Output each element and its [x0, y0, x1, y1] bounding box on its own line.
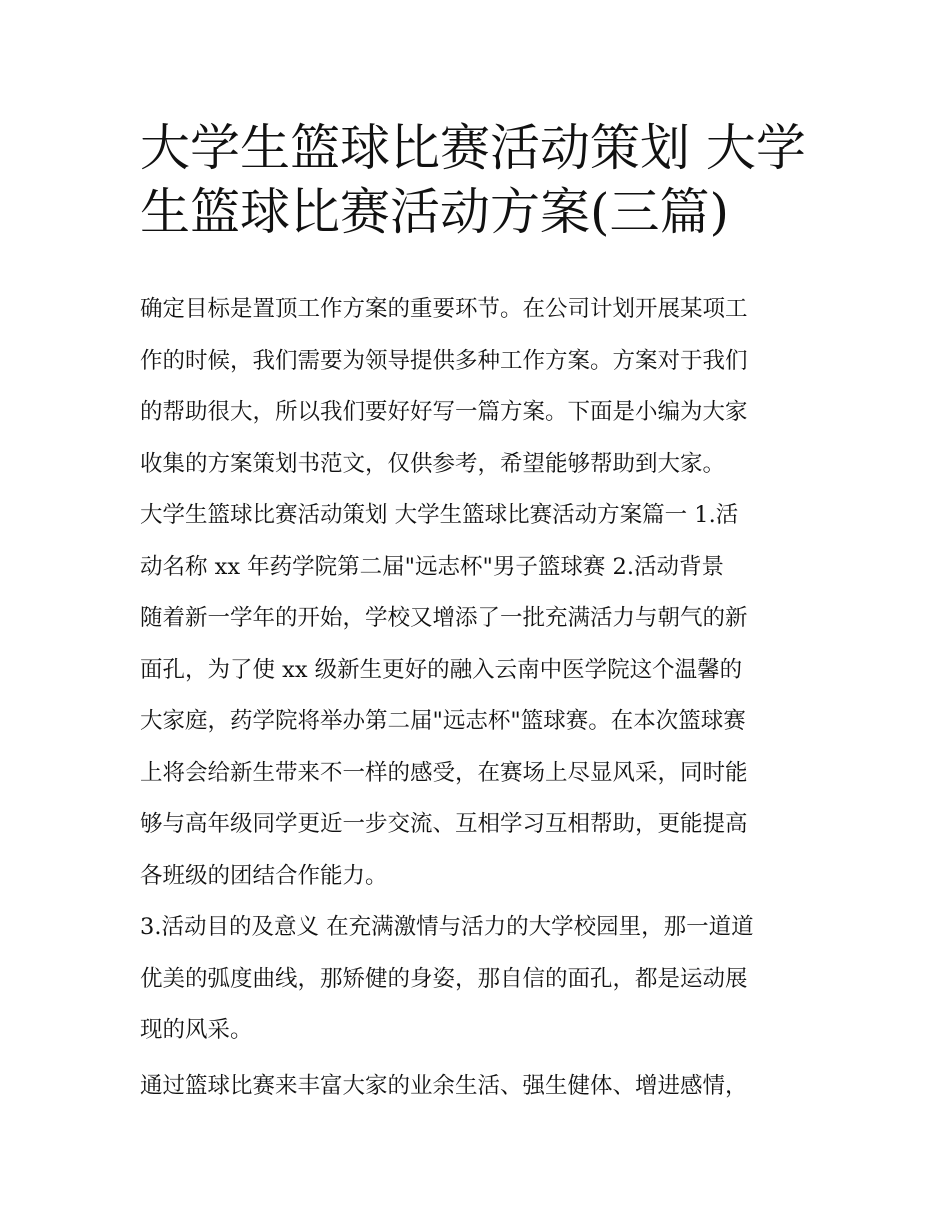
body-line: 通过篮球比赛来丰富大家的业余生活、强生健体、增进感情，: [140, 1072, 748, 1099]
body-line: 大家庭，药学院将举办第二届"远志杯"篮球赛。在本次篮球赛: [140, 708, 746, 734]
body-line: 面孔，为了使 xx 级新生更好的融入云南中医学院这个温馨的: [140, 656, 743, 683]
title-line-1: 大学生篮球比赛活动策划 大学: [140, 119, 806, 177]
document-body: [140, 284, 820, 1112]
body-line: 大学生篮球比赛活动策划 大学生篮球比赛活动方案篇一 1.活: [140, 502, 739, 528]
body-line: 优美的弧度曲线，那矫健的身姿，那自信的面孔，都是运动展: [140, 965, 748, 992]
body-line: 确定目标是置顶工作方案的重要环节。在公司计划开展某项工: [140, 296, 748, 322]
body-line: 现的风采。: [140, 1017, 253, 1043]
body-line: 收集的方案策划书范文，仅供参考，希望能够帮助到大家。: [140, 450, 726, 477]
body-line: 作的时候，我们需要为领导提供多种工作方案。方案对于我们: [140, 347, 748, 374]
body-line: 的帮助很大，所以我们要好好写一篇方案。下面是小编为大家: [140, 399, 748, 425]
body-line: 上将会给新生带来不一样的感受，在赛场上尽显风采，同时能: [140, 759, 748, 786]
body-line: 各班级的团结合作能力。: [140, 862, 388, 889]
document-title: [140, 116, 820, 244]
body-line: 随着新一学年的开始，学校又增添了一批充满活力与朝气的新: [140, 605, 748, 631]
body-line: 够与高年级同学更近一步交流、互相学习互相帮助，更能提高: [140, 811, 748, 837]
body-line: 3.活动目的及意义 在充满激情与活力的大学校园里，那一道道: [140, 914, 754, 940]
body-line: 动名称 xx 年药学院第二届"远志杯"男子篮球赛 2.活动背景: [140, 553, 725, 580]
title-line-2: 生篮球比赛活动方案(三篇): [140, 183, 730, 241]
